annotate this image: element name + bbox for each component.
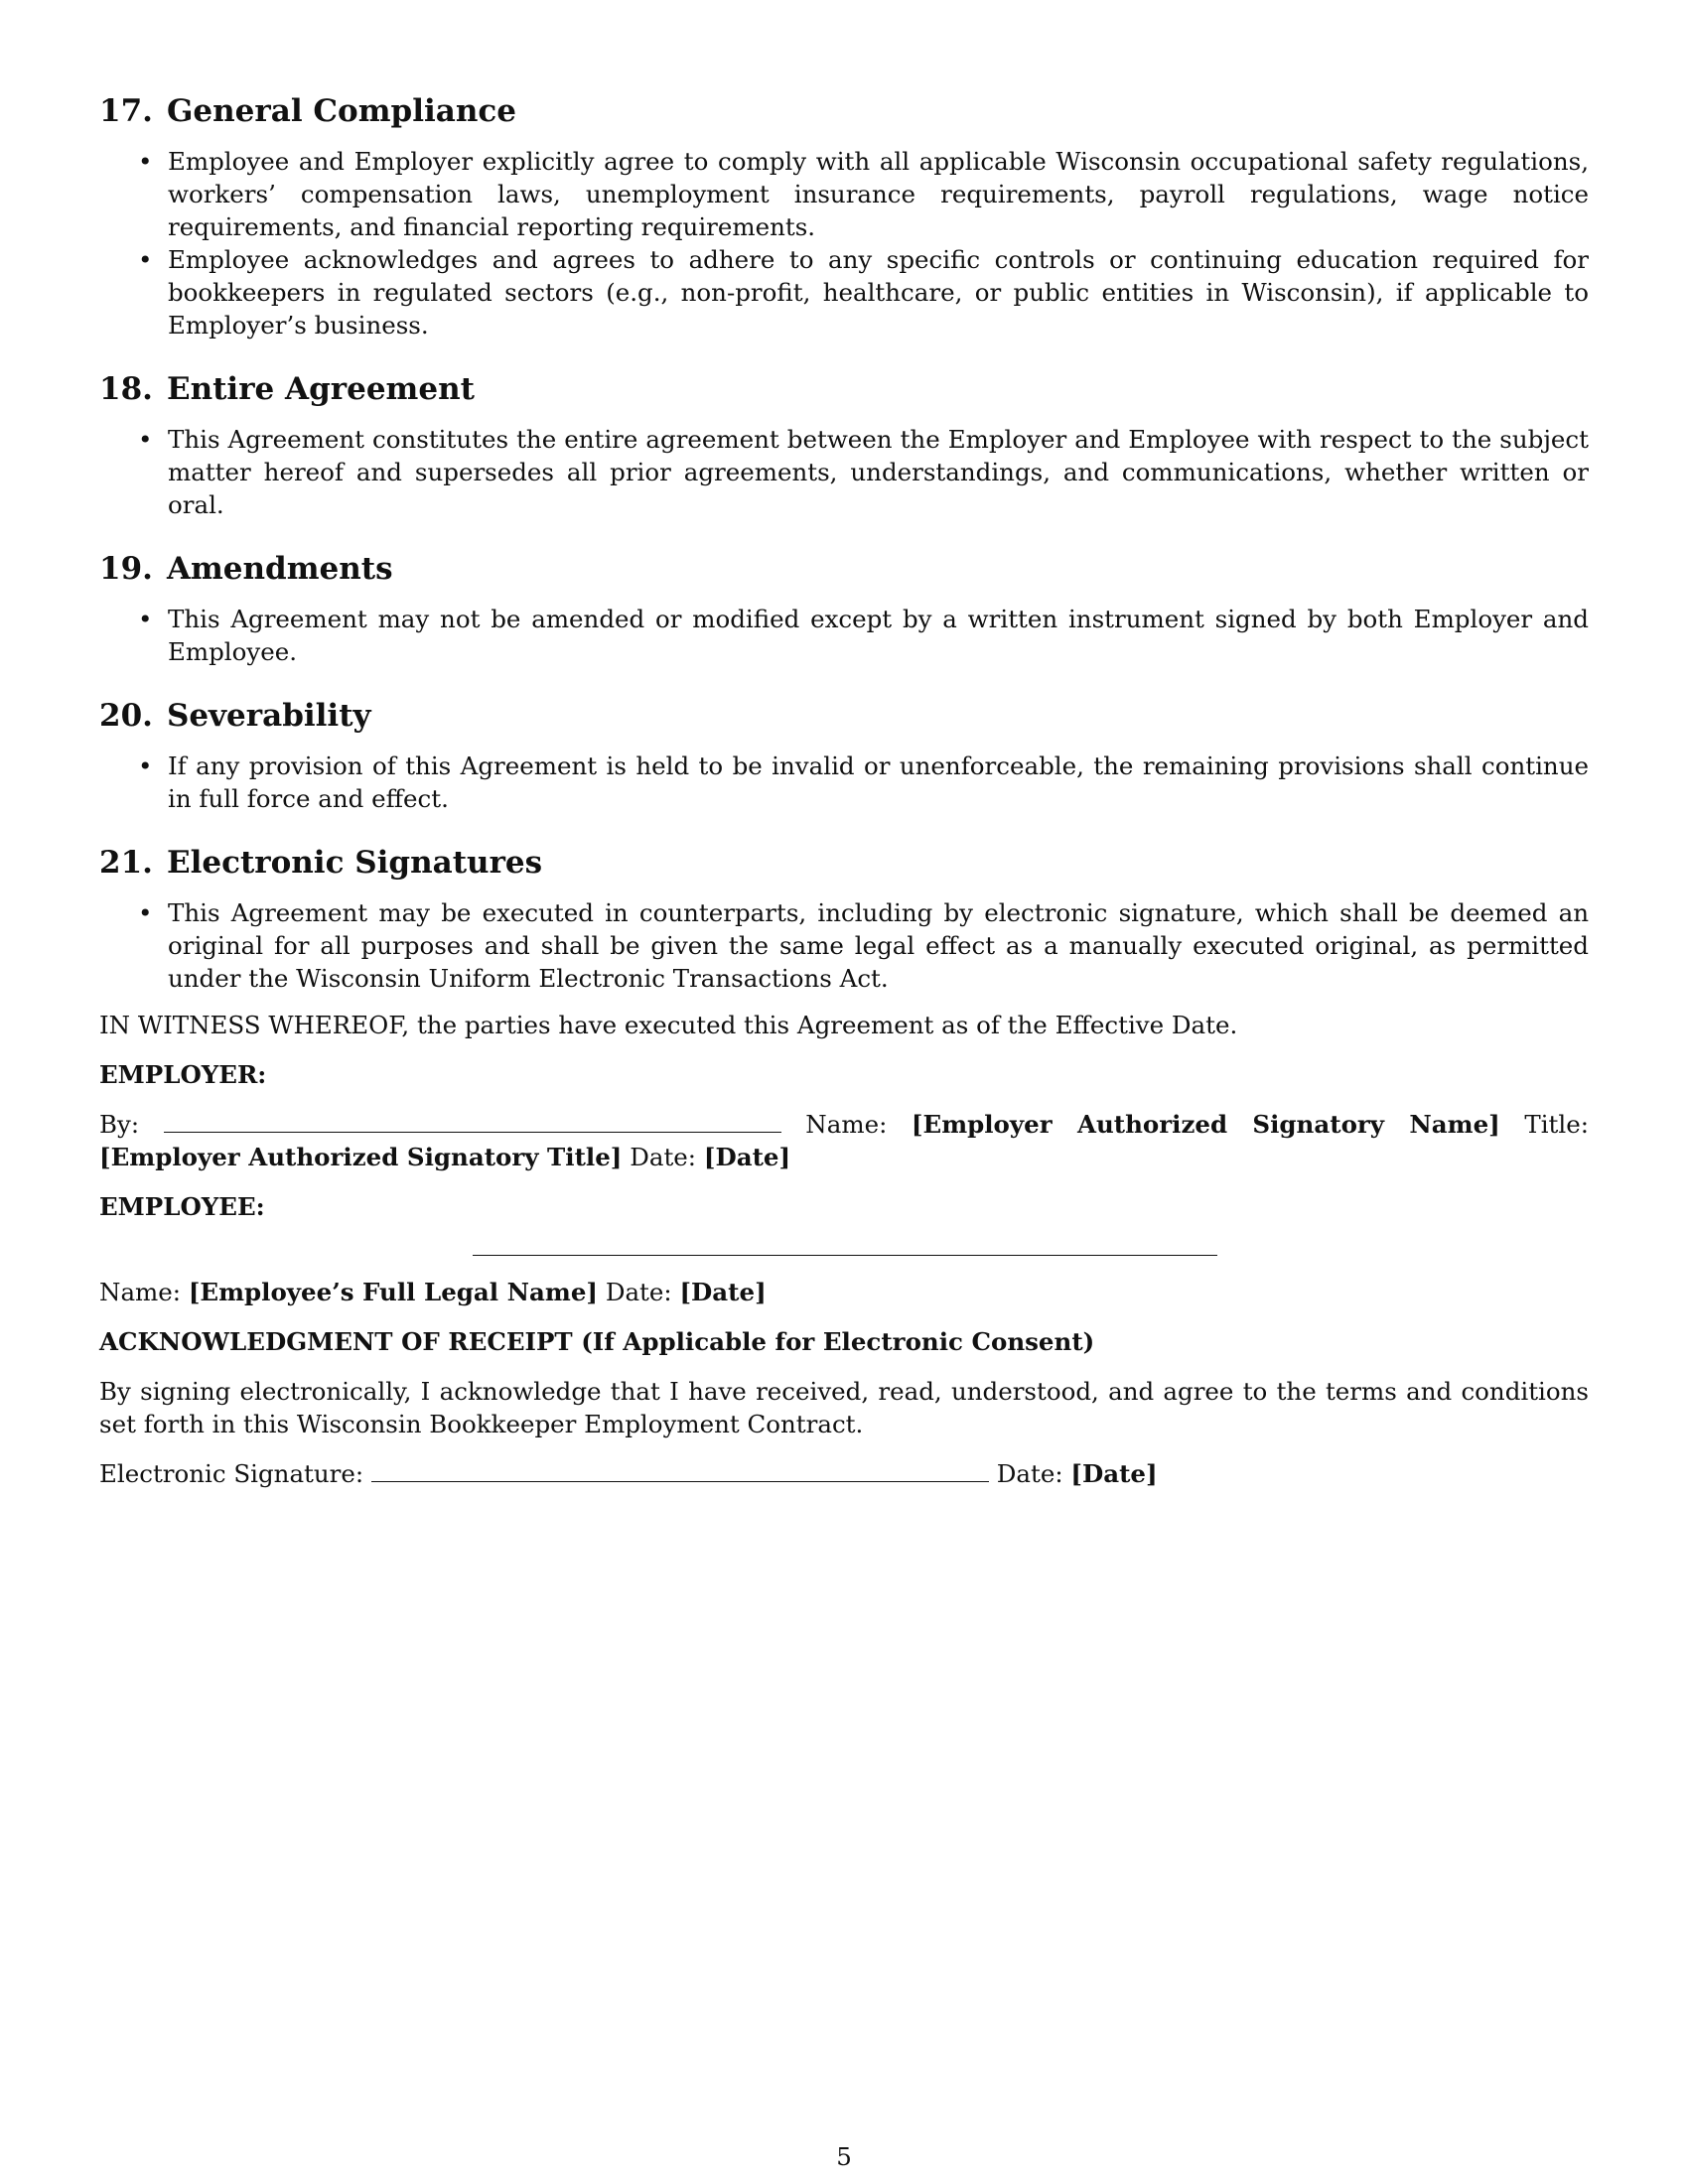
section-21	[99, 843, 1589, 995]
section-18	[99, 369, 1589, 521]
electronic-signature-block	[99, 1457, 1589, 1490]
section-list	[99, 423, 1589, 521]
employer-title-value: [Employer Authorized Signatory Title]	[99, 1143, 623, 1171]
section-list	[99, 750, 1589, 815]
section-list	[99, 603, 1589, 668]
section-list	[99, 145, 1589, 341]
employee-details	[99, 1276, 1589, 1308]
employee-name-value: [Employee’s Full Legal Name]	[188, 1278, 599, 1306]
employer-name-label: Name:	[805, 1110, 888, 1139]
electronic-signature-line[interactable]	[371, 1457, 989, 1482]
employer-heading: EMPLOYER:	[99, 1060, 267, 1089]
list-item: • This Agreement may not be amended or modified except by a written instrument signed by both Employer and Employee.	[168, 603, 1589, 668]
list-item: • Employee acknowledges and agrees to adhere to any specific controls or continuing education required for bookkeepers in regulated sectors (e.g., non-profit, healthcare, or public entities in Wisconsin), if applicable to Employer’s business.	[168, 243, 1589, 341]
acknowledgment-heading: ACKNOWLEDGMENT OF RECEIPT (If Applicable for Electronic Consent)	[99, 1327, 1095, 1356]
section-heading: 21. Electronic Signatures	[99, 845, 543, 881]
acknowledgment-date-label: Date:	[996, 1459, 1063, 1488]
employer-by-label: By:	[99, 1110, 140, 1139]
employer-signature-line[interactable]	[164, 1108, 781, 1133]
employee-heading: EMPLOYEE:	[99, 1192, 265, 1221]
list-item: • If any provision of this Agreement is held to be invalid or unenforceable, the remaining provisions shall continue in full force and effect.	[168, 750, 1589, 815]
employee-date-label: Date:	[605, 1278, 672, 1306]
employee-signature-line[interactable]	[473, 1237, 1217, 1256]
employer-date-label: Date:	[630, 1143, 697, 1171]
list-item: • This Agreement may be executed in counterparts, including by electronic signature, which shall be deemed an original for all purposes and shall be given the same legal effect as a manually executed original, as permitted under the Wisconsin Uniform Electronic Transactions Act.	[168, 896, 1589, 995]
employer-title-label: Title:	[1524, 1110, 1589, 1139]
list-item: • This Agreement constitutes the entire agreement between the Employer and Employee with respect to the subject matter hereof and supersedes all prior agreements, understandings, and communications, whether written or oral.	[168, 423, 1589, 521]
electronic-signature-label: Electronic Signature:	[99, 1459, 364, 1488]
list-item: • Employee and Employer explicitly agree to comply with all applicable Wisconsin occupational safety regulations, workers’ compensation laws, unemployment insurance requirements, payroll regulations, wage notice requirements, and financial reporting requirements.	[168, 145, 1589, 243]
acknowledgment-text: By signing electronically, I acknowledge that I have received, read, understood, and agree to the terms and conditions set forth in this Wisconsin Bookkeeper Employment Contract.	[99, 1377, 1589, 1438]
acknowledgment-date-value: [Date]	[1070, 1459, 1158, 1488]
section-20	[99, 696, 1589, 815]
employee-date-value: [Date]	[679, 1278, 767, 1306]
employer-signature-block	[99, 1108, 1589, 1173]
section-17	[99, 91, 1589, 341]
witness-statement: IN WITNESS WHEREOF, the parties have executed this Agreement as of the Effective Date.	[99, 1011, 1238, 1039]
section-heading: 19. Amendments	[99, 551, 393, 587]
section-heading: 17. General Compliance	[99, 93, 516, 129]
section-heading: 20. Severability	[99, 698, 371, 734]
employer-date-value: [Date]	[703, 1143, 791, 1171]
employee-name-label: Name:	[99, 1278, 182, 1306]
page-number: 5	[836, 2142, 852, 2171]
section-heading: 18. Entire Agreement	[99, 371, 475, 407]
document-page	[99, 91, 1589, 1507]
section-list	[99, 896, 1589, 995]
section-19	[99, 549, 1589, 668]
employer-name-value: [Employer Authorized Signatory Name]	[911, 1110, 1500, 1139]
